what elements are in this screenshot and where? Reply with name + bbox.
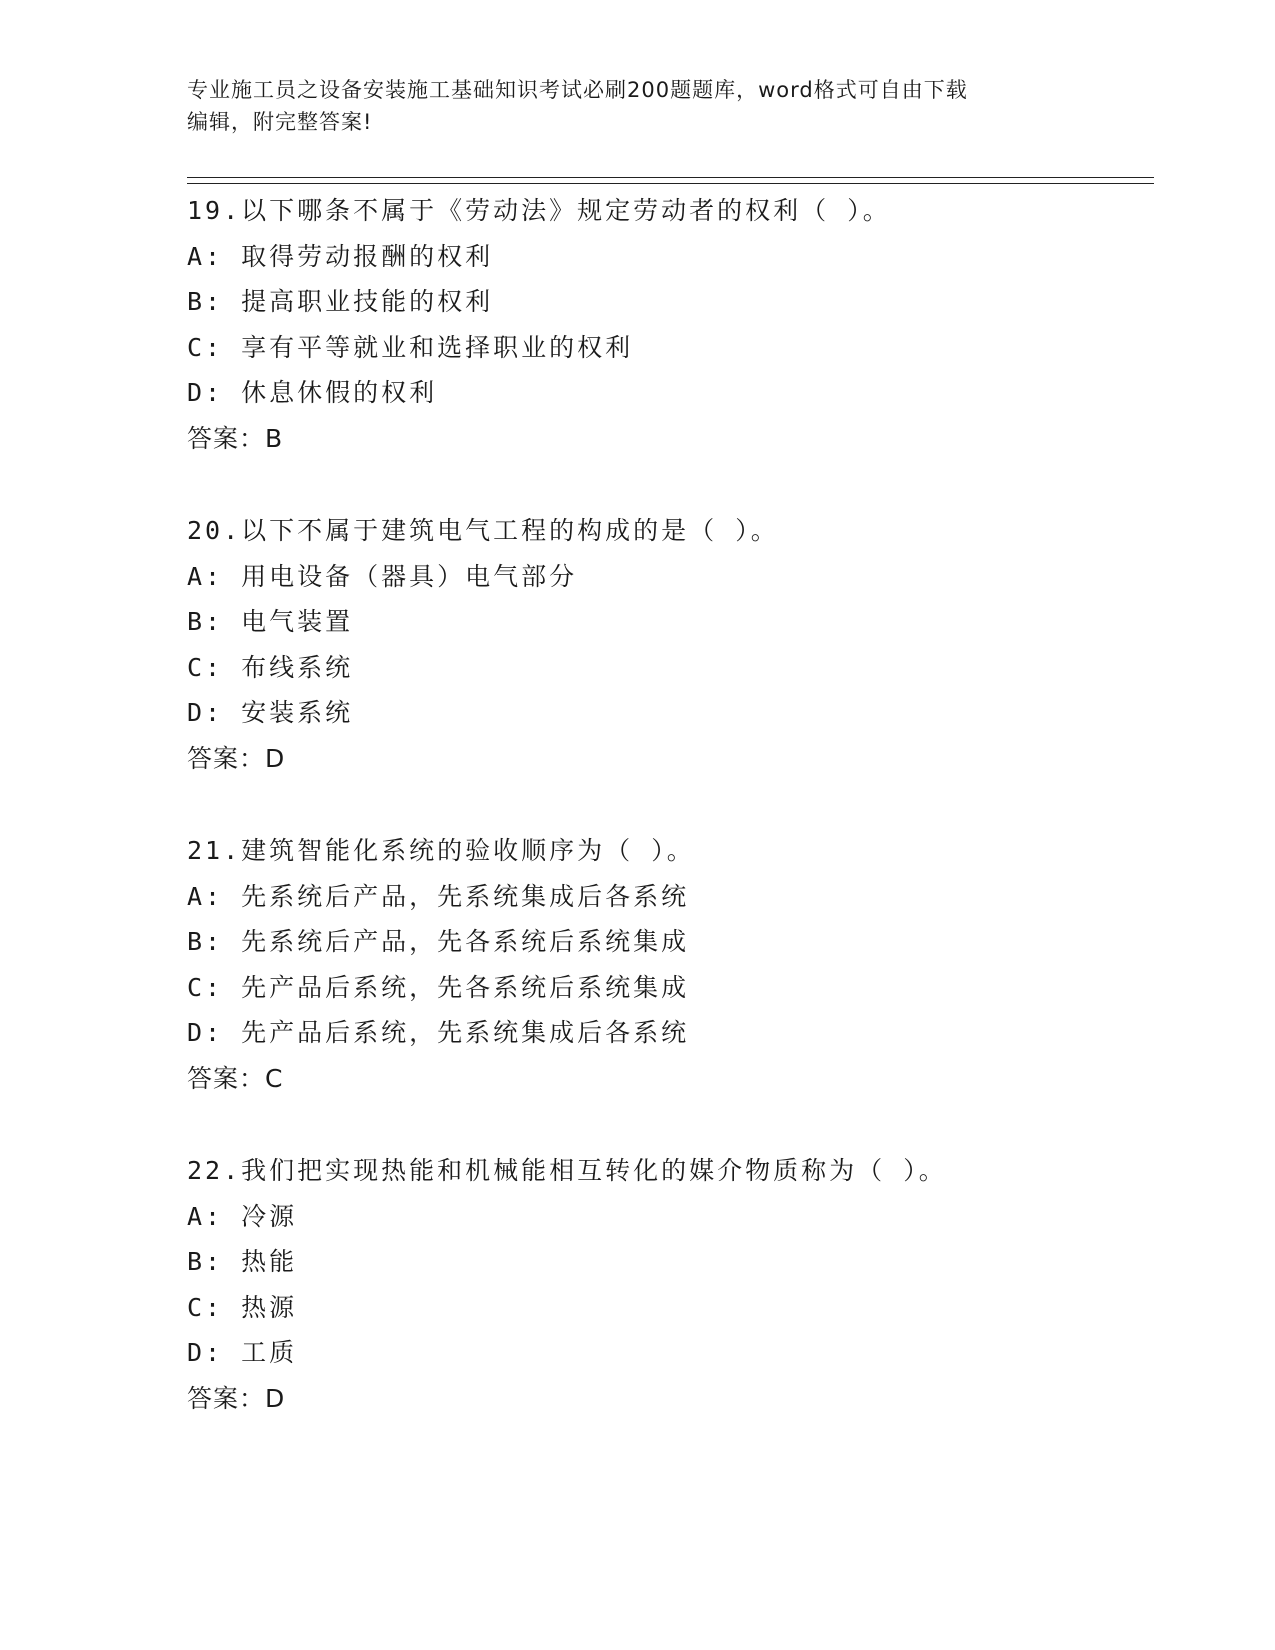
header-divider-bottom <box>187 183 1154 184</box>
option-d: D: 先产品后系统，先系统集成后各系统 <box>187 1018 690 1048</box>
question-stem: 20.以下不属于建筑电气工程的构成的是（ ）。 <box>187 516 779 545</box>
header-divider-top <box>187 177 1154 178</box>
answer-text: 答案：C <box>187 1063 284 1093</box>
option-a: A: 先系统后产品，先系统集成后各系统 <box>187 881 690 911</box>
answer-text: 答案：D <box>187 743 286 773</box>
answer-text: 答案：B <box>187 423 284 453</box>
option-c: C: 享有平等就业和选择职业的权利 <box>187 332 634 362</box>
option-c: C: 先产品后系统，先各系统后系统集成 <box>187 972 690 1002</box>
option-d: D: 工质 <box>187 1338 298 1368</box>
question-stem: 21.建筑智能化系统的验收顺序为（ ）。 <box>187 836 695 865</box>
option-b: B: 提高职业技能的权利 <box>187 287 494 317</box>
option-a: A: 取得劳动报酬的权利 <box>187 241 494 271</box>
option-d: D: 休息休假的权利 <box>187 378 438 408</box>
question-stem: 22.我们把实现热能和机械能相互转化的媒介物质称为（ ）。 <box>187 1156 947 1185</box>
header-line-1: 专业施工员之设备安装施工基础知识考试必刷200题题库，word格式可自由下载 <box>187 78 968 102</box>
answer-text: 答案：D <box>187 1383 286 1413</box>
header-line-2: 编辑，附完整答案! <box>187 110 373 134</box>
option-a: A: 用电设备（器具）电气部分 <box>187 561 578 591</box>
option-b: B: 电气装置 <box>187 607 354 637</box>
option-b: B: 热能 <box>187 1247 298 1277</box>
option-b: B: 先系统后产品，先各系统后系统集成 <box>187 927 690 957</box>
question-stem: 19.以下哪条不属于《劳动法》规定劳动者的权利（ ）。 <box>187 196 891 225</box>
document-header <box>187 74 1087 138</box>
option-d: D: 安装系统 <box>187 698 354 728</box>
option-a: A: 冷源 <box>187 1201 298 1231</box>
question-21 <box>187 828 1147 1102</box>
question-19 <box>187 188 1147 462</box>
question-20 <box>187 508 1147 782</box>
option-c: C: 热源 <box>187 1292 298 1322</box>
question-22 <box>187 1148 1147 1422</box>
option-c: C: 布线系统 <box>187 652 354 682</box>
